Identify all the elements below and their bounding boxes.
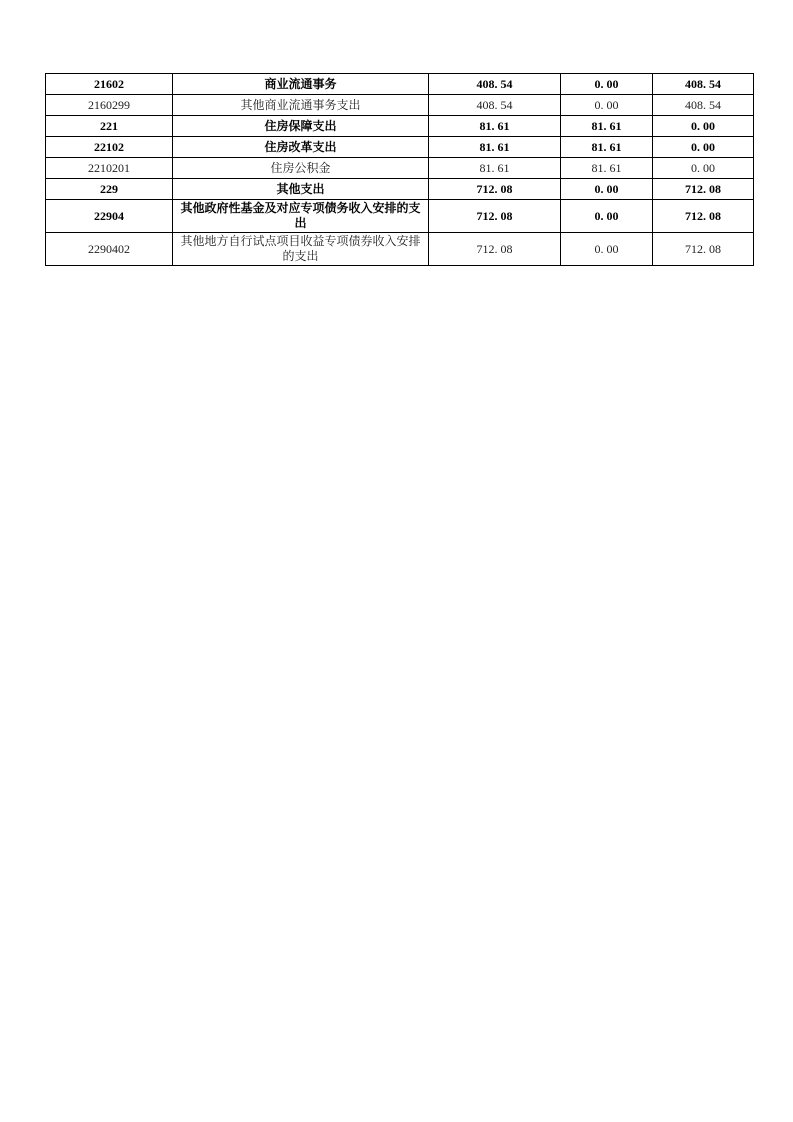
table-row	[46, 137, 754, 158]
table-row	[46, 200, 754, 233]
value-cell: 0. 00	[561, 200, 653, 233]
table-row	[46, 233, 754, 266]
value-cell: 408. 54	[653, 95, 754, 116]
value-cell: 712. 08	[653, 200, 754, 233]
value-cell: 81. 61	[561, 137, 653, 158]
value-cell: 81. 61	[561, 116, 653, 137]
code-cell: 2210201	[46, 158, 173, 179]
code-cell: 22904	[46, 200, 173, 233]
value-cell: 0. 00	[653, 116, 754, 137]
name-cell: 商业流通事务	[173, 74, 429, 95]
value-cell: 408. 54	[429, 74, 561, 95]
value-cell: 0. 00	[653, 158, 754, 179]
value-cell: 712. 08	[653, 179, 754, 200]
value-cell: 712. 08	[429, 200, 561, 233]
code-cell: 221	[46, 116, 173, 137]
name-cell: 其他地方自行试点项目收益专项债券收入安排的支出	[173, 233, 429, 266]
budget-table	[45, 73, 754, 266]
code-cell: 22102	[46, 137, 173, 158]
value-cell: 0. 00	[561, 233, 653, 266]
table-row	[46, 95, 754, 116]
value-cell: 0. 00	[561, 74, 653, 95]
value-cell: 408. 54	[429, 95, 561, 116]
code-cell: 21602	[46, 74, 173, 95]
value-cell: 0. 00	[561, 95, 653, 116]
value-cell: 712. 08	[429, 233, 561, 266]
table-row	[46, 116, 754, 137]
value-cell: 408. 54	[653, 74, 754, 95]
name-cell: 其他政府性基金及对应专项债务收入安排的支出	[173, 200, 429, 233]
table-body	[46, 74, 754, 266]
value-cell: 712. 08	[429, 179, 561, 200]
value-cell: 0. 00	[653, 137, 754, 158]
value-cell: 0. 00	[561, 179, 653, 200]
name-cell: 住房保障支出	[173, 116, 429, 137]
value-cell: 712. 08	[653, 233, 754, 266]
name-cell: 其他商业流通事务支出	[173, 95, 429, 116]
code-cell: 229	[46, 179, 173, 200]
name-cell: 住房公积金	[173, 158, 429, 179]
name-cell: 其他支出	[173, 179, 429, 200]
value-cell: 81. 61	[429, 137, 561, 158]
value-cell: 81. 61	[429, 158, 561, 179]
code-cell: 2160299	[46, 95, 173, 116]
table-row	[46, 74, 754, 95]
table-row	[46, 158, 754, 179]
value-cell: 81. 61	[429, 116, 561, 137]
value-cell: 81. 61	[561, 158, 653, 179]
table-row	[46, 179, 754, 200]
code-cell: 2290402	[46, 233, 173, 266]
name-cell: 住房改革支出	[173, 137, 429, 158]
